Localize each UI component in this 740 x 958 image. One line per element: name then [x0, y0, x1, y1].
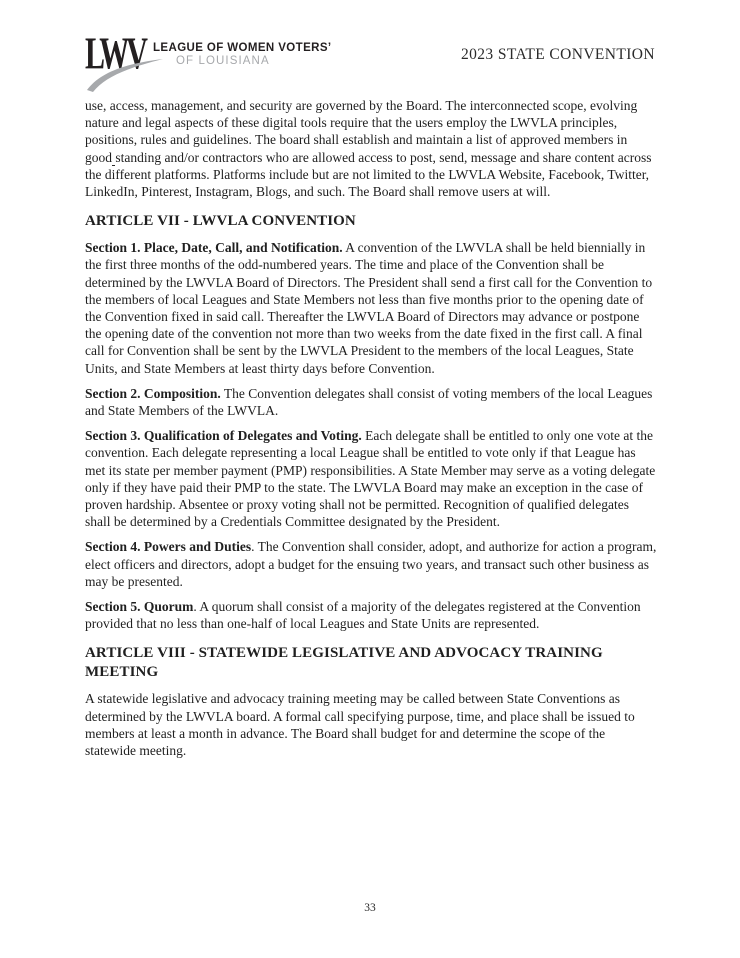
section-2-label: Section 2. Composition. — [85, 385, 221, 401]
page-header — [85, 27, 655, 88]
logo-state-name: OF LOUISIANA — [176, 55, 270, 67]
section-4-label: Section 4. Powers and Duties — [85, 539, 252, 555]
section-1-text: A convention of the LWVLA shall be held biennially in the first three months of the odd-numbered years. The time and place of the Convention shall be determined by the LWVLA Board of Directors. The President shall send a first call for the Convention to the members of local Leagues and State Members not less than five months prior to the opening date of the Convention fixed in said call. Thereafter the LWVLA Board of Directors may advance or postpone the opening date of the convention not more than two weeks from the date fixed in the first call. A final call for Convention shall be sent by the LWVLA President to the members of the local Leagues, State Units, and State Members at least thirty days before Convention. — [85, 240, 653, 376]
section-5-text: . A quorum shall consist of a majority of the delegates registered at the Convention provided that no less than one-half of local Leagues and State Units are represented. — [85, 599, 641, 632]
lwv-logo — [85, 27, 385, 88]
lwv-acronym-text: LWV — [85, 27, 145, 79]
article-viii-heading: ARTICLE VIII - STATEWIDE LEGISLATIVE AND ADVOCACY TRAINING MEETING — [85, 645, 603, 681]
section-4-paragraph — [85, 538, 657, 590]
section-5-label: Section 5. Quorum — [85, 599, 194, 615]
lwv-logo-mark — [85, 27, 155, 88]
section-1-paragraph — [85, 239, 657, 377]
page-number: 33 — [364, 902, 376, 914]
section-5-paragraph — [85, 598, 657, 632]
section-3-label: Section 3. Qualification of Delegates and Voting. — [85, 428, 362, 444]
intro-paragraph — [85, 97, 657, 200]
article-viii-paragraph: A statewide legislative and advocacy training meeting may be called between State Conventions as determined by the LWVLA board. A formal call specifying purpose, time, and place shall be issued to members at least a month in advance. The Board shall budget for and determine the scope of the statewide meeting. — [85, 691, 635, 759]
section-3-text: Each delegate shall be entitled to only one vote at the convention. Each delegate representing a local League shall be entitled to vote only if that League has met its state per member payment (PMP) responsibilities. A State Member may serve as a voting delegate only if they have paid their PMP to the state. The LWVLA Board may make an exception in the case of proven hardship. Absentee or proxy voting shall not be permitted. Recognition of qualified delegates shall be determined by a Credentials Committee designated by the President. — [85, 428, 656, 530]
document-body — [85, 97, 657, 767]
section-1-label: Section 1. Place, Date, Call, and Notification. — [85, 240, 343, 256]
section-2-paragraph — [85, 385, 657, 419]
intro-text-part1: use, access, management, and security are governed by the Board. The interconnected scope, evolving nature and legal aspects of these digital tools require that the users employ the LWVLA principles, positions, rules and guidelines. The board shall establish and maintain a list of approved members in good — [85, 98, 638, 165]
article-vii-heading: ARTICLE VII - LWVLA CONVENTION — [85, 213, 356, 230]
section-2-text: The Convention delegates shall consist of voting members of the local Leagues and State Members of the LWVLA. — [85, 385, 653, 419]
section-4-text: . The Convention shall consider, adopt, and authorize for action a program, elect officers and directors, adopt a budget for the ensuing two years, and transact such other business as may be presented. — [85, 539, 657, 589]
document-header-title: 2023 STATE CONVENTION — [460, 46, 655, 63]
section-3-paragraph — [85, 427, 657, 530]
logo-org-name: LEAGUE OF WOMEN VOTERS’ — [153, 42, 332, 54]
intro-text-part2: standing and/or contractors who are allowed access to post, send, message and share content across the different platforms. Platforms include but are not limited to the LWVLA Website, Facebook, Twitter, LinkedIn, Pinterest, Instagram, Blogs, and such. The Board shall remove users at will. — [85, 149, 652, 200]
logo-wordmark — [153, 42, 332, 67]
